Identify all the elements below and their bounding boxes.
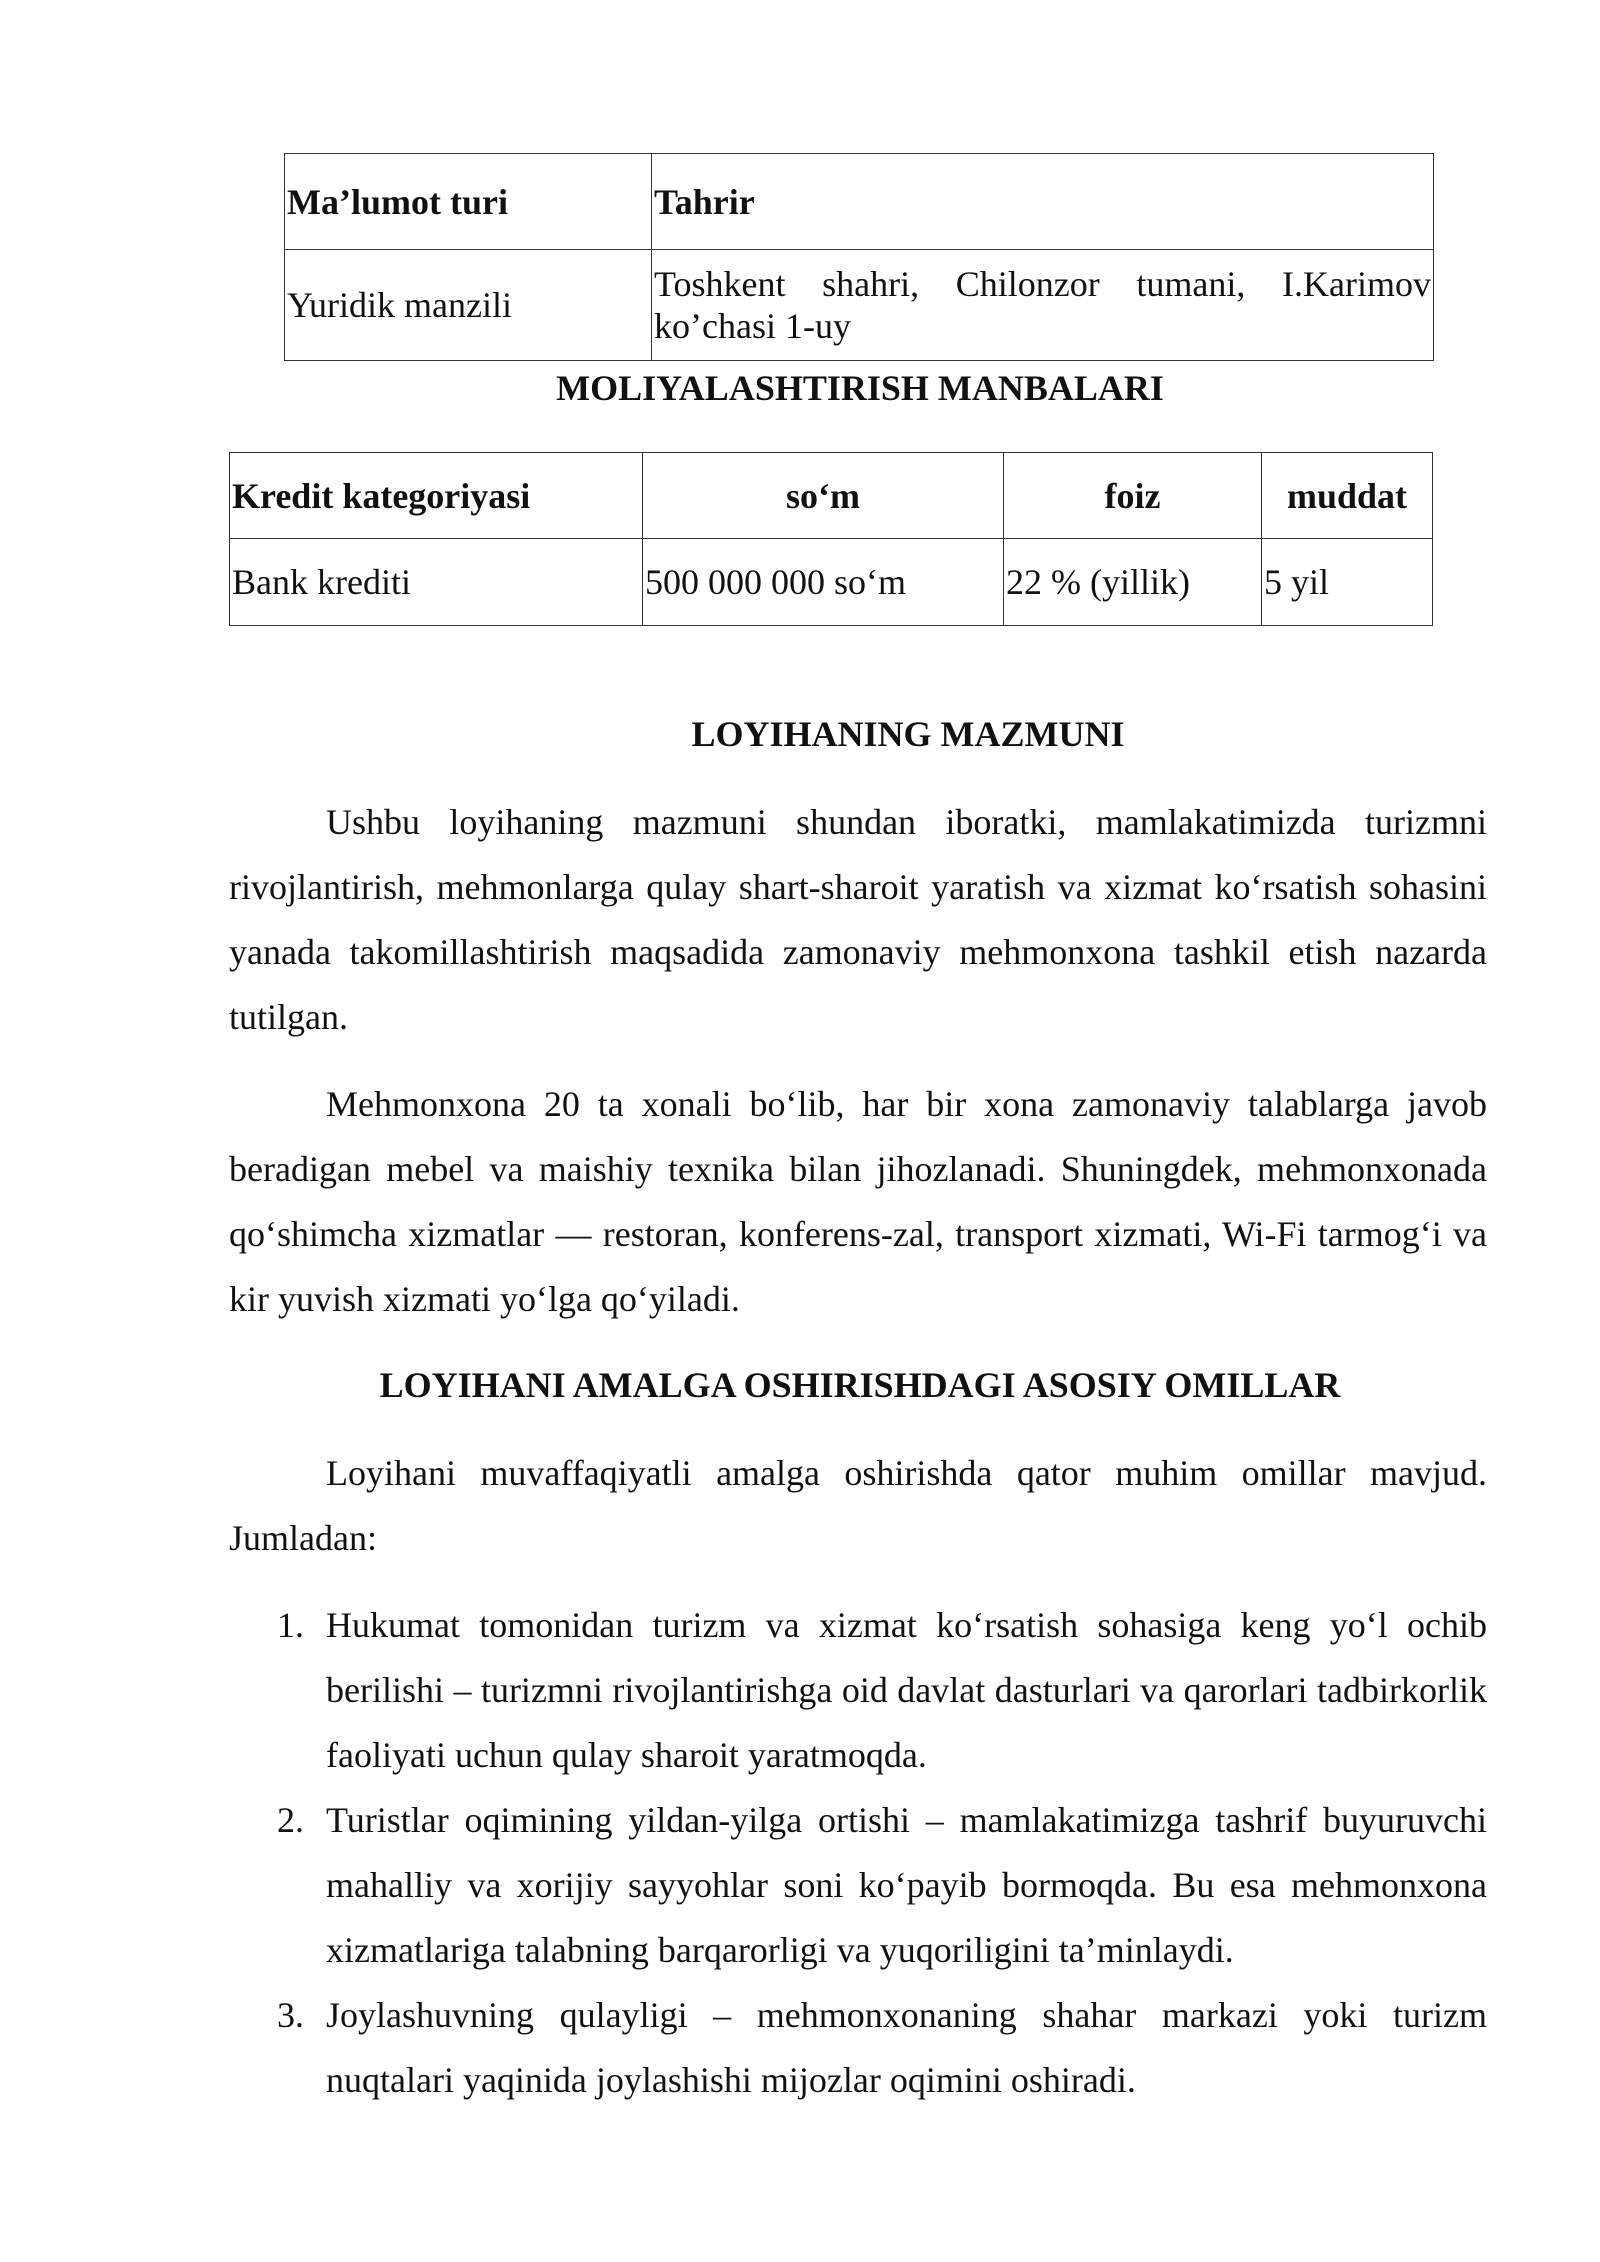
factors-intro: Loyihani muvaffaqiyatli amalga oshirishda qator muhim omillar mavjud. Jumladan: [229,1453,1487,1558]
list-item-text: Turistlar oqimining yildan-yilga ortishi – mamlakatimizga tashrif buyuruvchi mahalliy va xorijiy sayyohlar soni ko‘payib bormoqda. Bu esa mehmonxona xizmatlariga talabning barqarorligi va yuqoriligini ta’minlaydi. [326,1800,1487,1970]
list-item-number: 2. [277,1800,304,1840]
factors-list [229,1593,1487,2113]
list-item-text: Hukumat tomonidan turizm va xizmat ko‘rsatish sohasiga keng yo‘l ochib berilishi – turizmni rivojlantirishga oid davlat dasturlari va qarorlari tadbirkorlik faoliyati uchun qulay sharoit yaratmoqda. [326,1605,1487,1775]
content-paragraph-2: Mehmonxona 20 ta xonali bo‘lib, har bir xona zamonaviy talablarga javob beradigan mebel va maishiy texnika bilan jihozlanadi. Shuningdek, mehmonxonada qo‘shimcha xizmatlar — restoran, konferens-zal, transport xizmati, Wi-Fi tarmog‘i va kir yuvish xizmati yo‘lga qo‘yiladi. [229,1084,1487,1319]
table-header-row [285,154,1434,250]
cell-label: Yuridik manzili [285,250,652,361]
table-row [230,539,1433,626]
header-cell-type: Ma’lumot turi [285,154,652,250]
table-header-row [230,453,1433,539]
cell-address: Toshkent shahri, Chilonzor tumani, I.Karimov ko’chasi 1-uy [652,250,1434,361]
content-title: LOYIHANING MAZMUNI [691,714,1125,754]
cell-rate: 22 % (yillik) [1004,539,1262,626]
list-item [229,1983,1487,2113]
factors-title: LOYIHANI AMALGA OSHIRISHDAGI ASOSIY OMILLAR [379,1365,1341,1405]
header-cell-amount: so‘m [643,453,1004,539]
content-paragraph-1: Ushbu loyihaning mazmuni shundan iboratki, mamlakatimizda turizmni rivojlantirish, mehmonlarga qulay shart-sharoit yaratish va xizmat ko‘rsatish sohasini yanada takomillashtirish maqsadida zamonaviy mehmonxona tashkil etish nazarda tutilgan. [229,802,1487,1037]
cell-term: 5 yil [1262,539,1433,626]
list-item [229,1788,1487,1983]
cell-amount: 500 000 000 so‘m [643,539,1004,626]
table-row [285,250,1434,361]
cell-category: Bank krediti [230,539,643,626]
header-cell-category: Kredit kategoriyasi [230,453,643,539]
info-table [284,153,1434,361]
financing-table [229,452,1433,626]
header-cell-edit: Tahrir [652,154,1434,250]
financing-title: MOLIYALASHTIRISH MANBALARI [556,368,1164,408]
list-item-number: 3. [277,1995,304,2035]
header-cell-term: muddat [1262,453,1433,539]
list-item-number: 1. [277,1605,304,1645]
list-item-text: Joylashuvning qulayligi – mehmonxonaning shahar markazi yoki turizm nuqtalari yaqinida joylashishi mijozlar oqimini oshiradi. [326,1995,1487,2100]
list-item [229,1593,1487,1788]
header-cell-rate: foiz [1004,453,1262,539]
